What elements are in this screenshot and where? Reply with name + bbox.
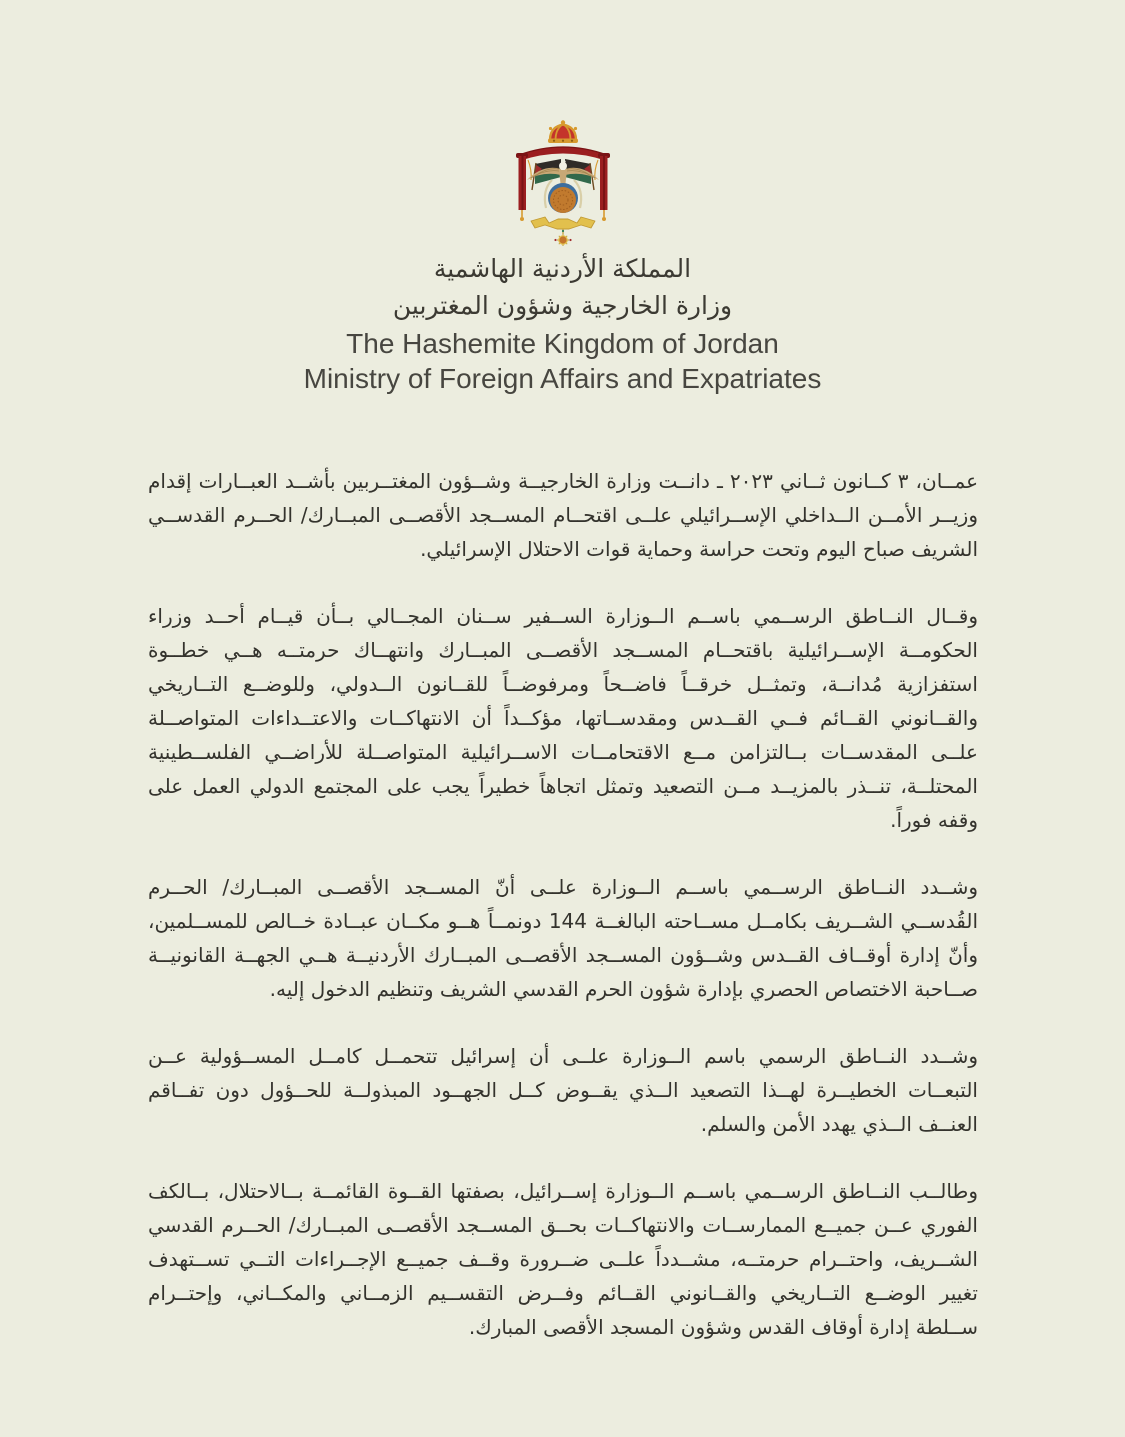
statement-paragraph-3: وشــدد النــاطق الرســمي باســم الــوزارة علــى أنّ المســجد الأقصــى المبــارك/ الحــرم القُدســي الشــريف بكامــل مســاحته البالغــة 144 دونمــاً هــو مكــان عبــادة خــالص للمســلمين، وأنّ إدارة أوقــاف القــدس وشــؤون المســجد الأقصــى المبــارك الأردنيــة هــي الجهــة القانونيــة صــاحبة الاختصاص الحصري بإدارة شؤون الحرم القدسي الشريف وتنظيم الدخول إليه.	[148, 875, 978, 1001]
statement-paragraph-2: وقــال النــاطق الرســمي باســم الــوزارة الســفير ســنان المجــالي بــأن قيــام أحــد وزراء الحكومــة الإســرائيلية باقتحــام المســجد الأقصــى المبــارك وانتهــاك حرمتــه هــي خطــوة استفزازية مُدانــة، وتمثــل خرقــاً فاضــحاً ومرفوضــاً للقــانون الــدولي، وللوضــع التــاريخي والقــانوني القــائم فــي القــدس ومقدســاتها، مؤكــداً أن الانتهاكــات والاعتــداءات المتواصــلة علــى المقدســات بــالتزامن مــع الاقتحامــات الاســرائيلية المتواصــلة للأراضــي الفلســطينية المحتلــة، تنــذر بالمزيــد مــن التصعيد وتمثل اتجاهاً خطيراً يجب على المجتمع الدولي العمل على وقفه فوراً.	[148, 604, 978, 832]
crown	[548, 120, 578, 143]
globe	[548, 183, 578, 214]
english-title-kingdom: The Hashemite Kingdom of Jordan	[346, 328, 779, 359]
ribbon	[531, 217, 595, 229]
english-title-ministry: Ministry of Foreign Affairs and Expatriates	[303, 363, 822, 394]
medal	[554, 229, 571, 246]
statement-body	[148, 464, 978, 1377]
statement-paragraph-5: وطالــب النــاطق الرســمي باســم الــوزارة إســرائيل، بصفتها القــوة القائمــة بــالاحتلال، بــالكف الفوري عــن جميــع الممارســات والانتهاكــات بحــق المســجد الأقصــى المبــارك/ الحــرم القدسي الشــريف، واحتــرام حرمتــه، مشــدداً علــى ضــرورة وقــف جميــع الإجــراءات التــي تســتهدف تغيير الوضــع التــاريخي والقــانوني القــائم وفــرض التقســيم الزمــاني والمكــاني، وإحتــرام ســلطة إدارة أوقاف القدس وشؤون المسجد الأقصى المبارك.	[148, 1179, 978, 1339]
arabic-title-kingdom: المملكة الأردنية الهاشمية	[433, 254, 692, 283]
statement-paragraph-1: عمــان، ٣ كــانون ثــاني ٢٠٢٣ ـ دانــت وزارة الخارجيــة وشــؤون المغتــربين بأشــد العبــارات إقدام وزيــر الأمــن الــداخلي الإســرائيلي علــى اقتحــام المســجد الأقصــى المبــارك/ الحــرم القدســي الشريف صباح اليوم وتحت حراسة وحماية قوات الاحتلال الإسرائيلي.	[148, 469, 979, 561]
arabic-title-ministry: وزارة الخارجية وشؤون المغتربين	[392, 291, 733, 320]
jordan-coat-of-arms-icon	[505, 118, 621, 254]
statement-paragraph-4: وشــدد النــاطق الرسمي باسم الــوزارة علــى أن إسرائيل تتحمــل كامــل المســؤولية عــن التبعــات الخطيــرة لهــذا التصعيد الــذي يقــوض كــل الجهــود المبذولــة للحــؤول دون تفــاقم العنــف الــذي يهدد الأمن والسلم.	[148, 1044, 978, 1136]
